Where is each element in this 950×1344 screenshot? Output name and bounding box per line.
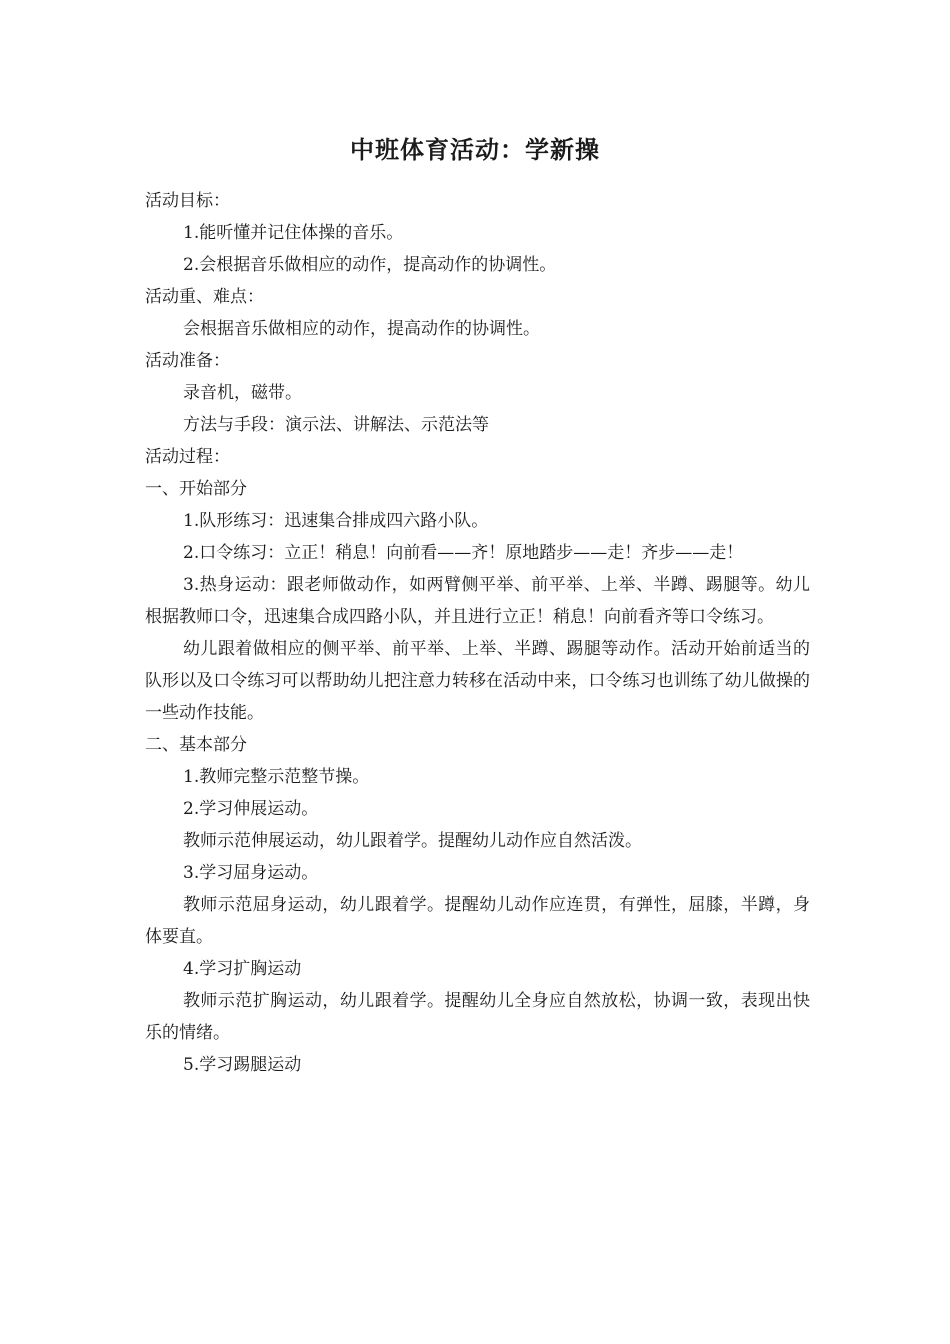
section-heading-preparation: 活动准备： [145,351,230,371]
opening-item-1: 1.队形练习：迅速集合排成四六路小队。 [183,511,489,531]
subsection-heading-opening: 一、开始部分 [145,479,247,499]
document-body [145,185,810,1081]
basic-item-5: 5.学习踢腿运动 [183,1055,302,1075]
basic-item-4-detail: 教师示范扩胸运动，幼儿跟着学。提醒幼儿全身应自然放松，协调一致，表现出快乐的情绪。 [145,991,810,1043]
document-title: 中班体育活动：学新操 [350,136,600,164]
basic-item-2-detail: 教师示范伸展运动，幼儿跟着学。提醒幼儿动作应自然活泼。 [183,831,642,851]
basic-item-2: 2.学习伸展运动。 [183,799,319,819]
section-heading-key-points: 活动重、难点： [145,287,264,307]
preparation-materials: 录音机，磁带。 [183,383,302,403]
subsection-heading-basic: 二、基本部分 [145,735,247,755]
section-heading-process: 活动过程： [145,447,230,467]
basic-item-3-detail: 教师示范屈身运动，幼儿跟着学。提醒幼儿动作应连贯，有弹性，屈膝，半蹲，身体要直。 [145,895,810,947]
opening-item-2: 2.口令练习：立正！稍息！向前看——齐！原地踏步——走！齐步——走！ [183,543,744,563]
goal-item-1: 1.能听懂并记住体操的音乐。 [183,223,404,243]
opening-summary: 幼儿跟着做相应的侧平举、前平举、上举、半蹲、踢腿等动作。活动开始前适当的队形以及口令练习可以帮助幼儿把注意力转移在活动中来，口令练习也训练了幼儿做操的一些动作技能。 [145,639,810,723]
basic-item-4: 4.学习扩胸运动 [183,959,302,979]
opening-item-3: 3.热身运动：跟老师做动作，如两臂侧平举、前平举、上举、半蹲、踢腿等。幼儿根据教师口令，迅速集合成四路小队，并且进行立正！稍息！向前看齐等口令练习。 [145,575,810,627]
basic-item-1: 1.教师完整示范整节操。 [183,767,370,787]
goal-item-2: 2.会根据音乐做相应的动作，提高动作的协调性。 [183,255,557,275]
section-heading-goals: 活动目标： [145,191,230,211]
basic-item-3: 3.学习屈身运动。 [183,863,319,883]
preparation-methods: 方法与手段：演示法、讲解法、示范法等 [183,415,489,435]
key-points-text: 会根据音乐做相应的动作，提高动作的协调性。 [183,319,540,339]
